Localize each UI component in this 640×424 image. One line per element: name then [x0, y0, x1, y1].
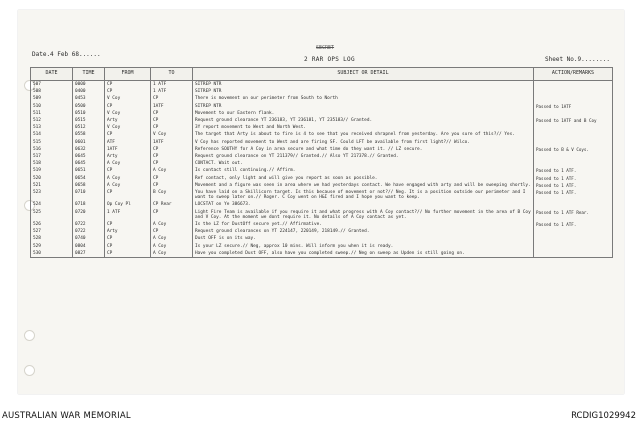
serial-cell: 525 — [31, 209, 73, 221]
time-cell: 0654 — [73, 175, 105, 182]
action-cell — [534, 110, 613, 117]
log-sheet — [18, 10, 624, 394]
time-cell: 0512 — [73, 124, 105, 131]
detail-cell: Movement and a figure was seen in area where we had yesterdays contact. We have engaged with arty and will be sweeping shortly. — [193, 182, 534, 189]
serial-cell: 507 — [31, 81, 73, 89]
detail-cell: Is the LZ for DustOff secure yet.// Affirmative. — [193, 221, 534, 228]
serial-cell: 514 — [31, 131, 73, 138]
table-row — [31, 131, 613, 138]
action-cell: Passed to 1ATF and B Coy — [534, 117, 613, 124]
serial-cell: 520 — [31, 175, 73, 182]
log-title: 2 RAR OPS LOG — [304, 56, 355, 63]
from-cell: 1 ATF — [105, 209, 151, 221]
time-cell: 0718 — [73, 201, 105, 208]
action-cell — [534, 160, 613, 167]
detail-cell: Have you completed Dust OFF, also have you completed sweep.// Neg on sweep as Upden is still going on. — [193, 250, 534, 258]
column-header-subject: SUBJECT OR DETAIL — [193, 68, 534, 81]
table-row — [31, 117, 613, 124]
time-cell: 0645 — [73, 160, 105, 167]
from-cell: A Coy — [105, 175, 151, 182]
serial-cell: 528 — [31, 235, 73, 242]
table-row — [31, 153, 613, 160]
to-cell: CP — [151, 95, 193, 102]
from-cell: V Coy — [105, 124, 151, 131]
action-cell — [534, 235, 613, 242]
action-cell: Passed to 1ATF — [534, 103, 613, 110]
punch-hole — [24, 330, 35, 341]
to-cell: A Coy — [151, 243, 193, 250]
action-cell — [534, 131, 613, 138]
detail-cell: Request ground clearance on YT 211379// Granted.// Also YT 217378.// Granted. — [193, 153, 534, 160]
classification-mark: SECRET — [316, 45, 335, 51]
time-cell: 0400 — [73, 88, 105, 95]
table-row — [31, 103, 613, 110]
detail-cell: LOCSTAT on Ye 386673. — [193, 201, 534, 208]
action-cell — [534, 81, 613, 89]
to-cell: CP — [151, 117, 193, 124]
action-cell: Passed to 1 ATF Rear. — [534, 209, 613, 221]
action-cell — [534, 250, 613, 258]
serial-cell: 517 — [31, 153, 73, 160]
from-cell: A Coy — [105, 160, 151, 167]
action-cell — [534, 124, 613, 131]
time-cell: 0510 — [73, 110, 105, 117]
serial-cell: 509 — [31, 95, 73, 102]
serial-cell: 530 — [31, 250, 73, 258]
log-body — [31, 81, 613, 258]
detail-cell: Ref contact, only light and will give you report as soon as possible. — [193, 175, 534, 182]
from-cell: Arty — [105, 117, 151, 124]
from-cell: CP — [105, 221, 151, 228]
serial-cell: 521 — [31, 182, 73, 189]
date-line: Date.4 Feb 68...... — [32, 51, 101, 58]
detail-cell: You have laid on a Skillicorn target. Is this because of movement or not?// Neg. It is a position outside our perimeter and I want to sweep later on.// Roger. C Coy went on H&I fired and I hope you want to keep. — [193, 189, 534, 201]
time-cell: 0500 — [73, 103, 105, 110]
action-cell: Passed to 1 ATF. — [534, 175, 613, 182]
action-cell — [534, 95, 613, 102]
detail-cell: The target that Arty is about to fire is 4 to see that you received shrapnel from yesterday. Are you sure of this?// Yes. — [193, 131, 534, 138]
time-cell: 0558 — [73, 131, 105, 138]
serial-cell: 523 — [31, 189, 73, 201]
from-cell: CP — [105, 167, 151, 174]
serial-cell: 519 — [31, 167, 73, 174]
detail-cell: SITREP NTR — [193, 103, 534, 110]
to-cell: CP — [151, 110, 193, 117]
table-row — [31, 139, 613, 146]
from-cell: CP — [105, 81, 151, 89]
detail-cell: SITREP NTR — [193, 88, 534, 95]
from-cell: CP — [105, 189, 151, 201]
detail-cell: 3Y report movement to West and North West. — [193, 124, 534, 131]
time-cell: 0740 — [73, 235, 105, 242]
to-cell: V Coy — [151, 131, 193, 138]
table-row — [31, 81, 613, 89]
from-cell: CP — [105, 88, 151, 95]
to-cell: CP Rear — [151, 201, 193, 208]
from-cell: CP — [105, 243, 151, 250]
table-row — [31, 250, 613, 258]
table-row — [31, 160, 613, 167]
detail-cell: Request ground clearance YT 236183, YT 236181, YT 235183// Granted. — [193, 117, 534, 124]
action-cell: Passed to 1 ATF. — [534, 221, 613, 228]
from-cell: CP — [105, 235, 151, 242]
from-cell: Arty — [105, 228, 151, 235]
time-cell: 0453 — [73, 95, 105, 102]
detail-cell: Is your LZ secure.// Neg, approx 10 mins. Will inform you when it is ready. — [193, 243, 534, 250]
table-row — [31, 175, 613, 182]
from-cell: 1ATF — [105, 146, 151, 153]
time-cell: 0651 — [73, 167, 105, 174]
to-cell: CP — [151, 124, 193, 131]
action-cell — [534, 88, 613, 95]
table-row — [31, 167, 613, 174]
serial-cell: 516 — [31, 146, 73, 153]
table-row — [31, 235, 613, 242]
table-row — [31, 88, 613, 95]
time-cell: 0658 — [73, 182, 105, 189]
detail-cell: Reference SOUTHY for A Coy in area secure and what time do they want it. // LZ secure. — [193, 146, 534, 153]
table-row — [31, 182, 613, 189]
ops-log-table — [30, 67, 613, 258]
from-cell: CP — [105, 250, 151, 258]
detail-cell: There is movement on our perimeter from South to North — [193, 95, 534, 102]
serial-cell: 529 — [31, 243, 73, 250]
to-cell: CP — [151, 209, 193, 221]
action-cell: Passed to B & V Coys. — [534, 146, 613, 153]
column-header-date: DATE — [31, 68, 73, 81]
action-cell — [534, 201, 613, 208]
archive-credit: AUSTRALIAN WAR MEMORIAL — [2, 411, 131, 421]
action-cell — [534, 228, 613, 235]
detail-cell: Is contact still continuing.// Affirm. — [193, 167, 534, 174]
serial-cell: 526 — [31, 221, 73, 228]
detail-cell: Dust OFF is on its way. — [193, 235, 534, 242]
time-cell: 0601 — [73, 139, 105, 146]
serial-cell: 518 — [31, 160, 73, 167]
action-cell — [534, 153, 613, 160]
table-row — [31, 124, 613, 131]
to-cell: 1ATF — [151, 103, 193, 110]
action-cell: Passed to 1 ATF. — [534, 167, 613, 174]
action-cell — [534, 243, 613, 250]
to-cell: CP — [151, 228, 193, 235]
to-cell: CP — [151, 146, 193, 153]
table-row — [31, 221, 613, 228]
table-row — [31, 146, 613, 153]
from-cell: Op Coy Pl — [105, 201, 151, 208]
detail-cell: SITREP NTR — [193, 81, 534, 89]
to-cell: CP — [151, 182, 193, 189]
detail-cell: CONTACT. Wait out. — [193, 160, 534, 167]
action-cell: Passed to 1 ATF. — [534, 189, 613, 201]
to-cell: B Coy — [151, 189, 193, 201]
sheet-number: Sheet No.9........ — [545, 56, 611, 63]
table-row — [31, 209, 613, 221]
to-cell: 1 ATF — [151, 81, 193, 89]
column-header-to: TO — [151, 68, 193, 81]
from-cell: Arty — [105, 153, 151, 160]
detail-cell: Movement to our Eastern flank. — [193, 110, 534, 117]
serial-cell: 508 — [31, 88, 73, 95]
column-header-from: FROM — [105, 68, 151, 81]
time-cell: 0645 — [73, 153, 105, 160]
serial-cell: 527 — [31, 228, 73, 235]
time-cell: 0710 — [73, 189, 105, 201]
to-cell: A Coy — [151, 167, 193, 174]
column-header-time: TIME — [73, 68, 105, 81]
time-cell: 0827 — [73, 250, 105, 258]
time-cell: 0515 — [73, 117, 105, 124]
table-row — [31, 243, 613, 250]
time-cell: 0804 — [73, 243, 105, 250]
from-cell: V Coy — [105, 110, 151, 117]
table-row — [31, 201, 613, 208]
serial-cell: 511 — [31, 110, 73, 117]
table-row — [31, 189, 613, 201]
from-cell: CP — [105, 131, 151, 138]
to-cell: A Coy — [151, 235, 193, 242]
table-row — [31, 110, 613, 117]
time-cell: 0000 — [73, 81, 105, 89]
punch-hole — [24, 365, 35, 376]
detail-cell: Light Fire Team is available if you require it and what progress with A Coy contact?// No further movement in the area of B Coy and V Coy. At the moment we dont require it. No details of A Coy contact as yet. — [193, 209, 534, 221]
from-cell: V Coy — [105, 95, 151, 102]
action-cell: Passed to 1 ATF. — [534, 182, 613, 189]
serial-cell: 513 — [31, 124, 73, 131]
detail-cell: V Coy has reported movement to West and are firing SF. Could LFT be available from first light?// Wilco. — [193, 139, 534, 146]
time-cell: 0720 — [73, 209, 105, 221]
table-row — [31, 95, 613, 102]
from-cell: CP — [105, 103, 151, 110]
to-cell: CP — [151, 175, 193, 182]
archive-reference: RCDIG1029942 — [571, 411, 636, 421]
to-cell: A Coy — [151, 221, 193, 228]
to-cell: 1 ATF — [151, 88, 193, 95]
to-cell: CP — [151, 160, 193, 167]
time-cell: 0722 — [73, 221, 105, 228]
serial-cell: 512 — [31, 117, 73, 124]
action-cell — [534, 139, 613, 146]
serial-cell: 524 — [31, 201, 73, 208]
from-cell: ATF — [105, 139, 151, 146]
column-header-action: ACTION/REMARKS — [534, 68, 613, 81]
table-row — [31, 228, 613, 235]
serial-cell: 515 — [31, 139, 73, 146]
time-cell: 0632 — [73, 146, 105, 153]
header-row — [31, 68, 613, 81]
to-cell: A Coy — [151, 250, 193, 258]
time-cell: 0722 — [73, 228, 105, 235]
to-cell: CP — [151, 153, 193, 160]
from-cell: A Coy — [105, 182, 151, 189]
to-cell: 1ATF — [151, 139, 193, 146]
detail-cell: Request ground clearances on YT 224147, 220149, 218149.// Granted. — [193, 228, 534, 235]
serial-cell: 510 — [31, 103, 73, 110]
